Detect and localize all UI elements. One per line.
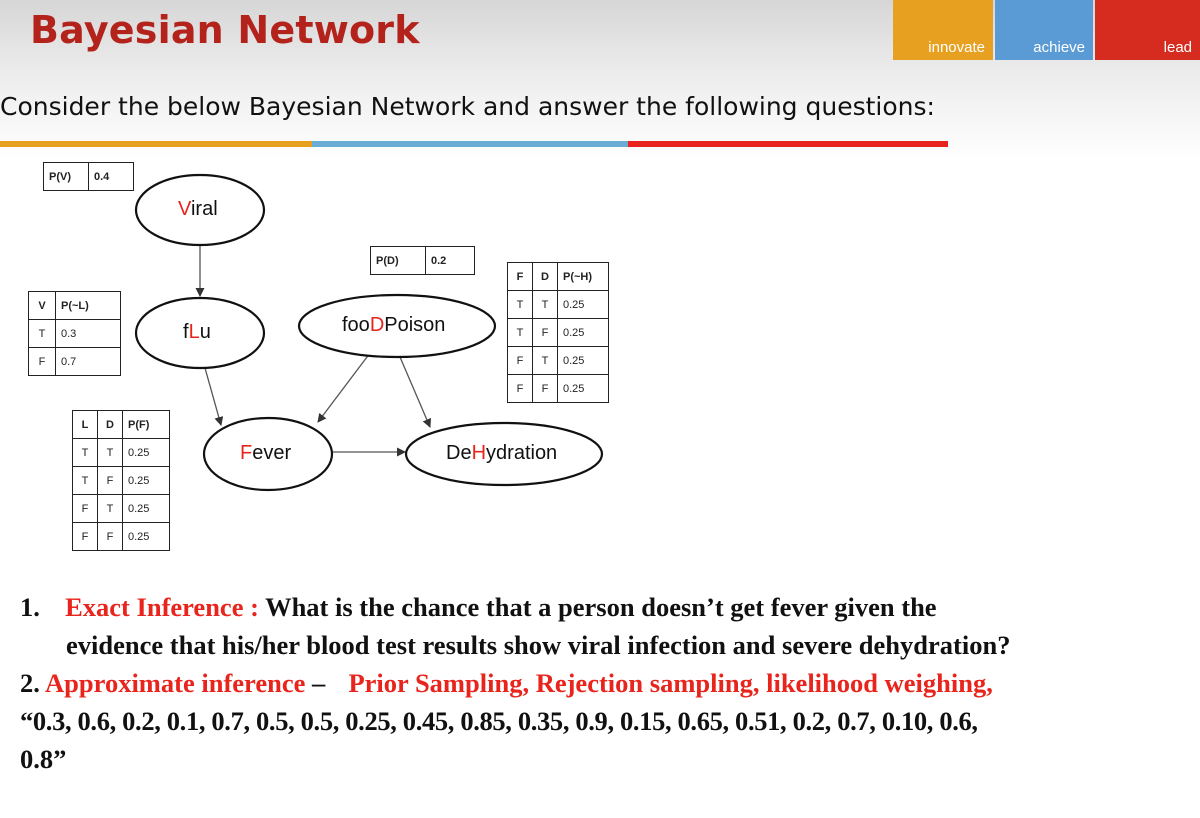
table-row: T T 0.25	[508, 291, 609, 319]
slide-title: Bayesian Network	[30, 8, 420, 52]
edge-food-fever	[318, 353, 370, 422]
cpt-fever	[72, 410, 170, 551]
question-2-label-2: Prior Sampling, Rejection sampling, likelihood weighing,	[348, 668, 993, 698]
table-row: T 0.3	[29, 320, 121, 348]
cpt-viral	[43, 162, 134, 191]
node-fever-label: Fever	[240, 442, 292, 464]
cpt-foodpoison	[370, 246, 475, 275]
edge-flu-fever	[205, 368, 221, 425]
brand-achieve-label: achieve	[1033, 39, 1085, 56]
slide-subtitle: Consider the below Bayesian Network and answer the following questions:	[0, 92, 935, 121]
table-row: V P(~L)	[29, 292, 121, 320]
question-1-line-2: evidence that his/her blood test results show viral infection and severe dehydration?	[66, 630, 1011, 660]
table-row: T F 0.25	[508, 319, 609, 347]
table-row: T T 0.25	[73, 439, 170, 467]
cpt-foodpoison-label: P(D)	[371, 247, 426, 275]
cpt-viral-label: P(V)	[44, 163, 89, 191]
question-1-text-1: What is the chance that a person doesn’t get fever given the	[265, 592, 937, 622]
table-row: T F 0.25	[73, 467, 170, 495]
question-1-label: Exact Inference :	[65, 592, 259, 622]
question-2-label-1: Approximate inference	[45, 668, 306, 698]
question-1-number: 1.	[20, 592, 40, 622]
question-1-line-1	[20, 588, 937, 626]
question-2-line-1	[20, 664, 993, 702]
question-2-line-2: “0.3, 0.6, 0.2, 0.1, 0.7, 0.5, 0.5, 0.25, 0.45, 0.85, 0.35, 0.9, 0.15, 0.65, 0.51, 0.2, 0.7, 0.10, 0.6,	[20, 706, 978, 736]
cpt-flu	[28, 291, 121, 376]
table-row: F 0.7	[29, 348, 121, 376]
question-2-line-3: 0.8”	[20, 744, 67, 774]
cpt-viral-value: 0.4	[89, 163, 134, 191]
edge-food-dehydration	[400, 357, 430, 427]
node-flu-label: fLu	[183, 321, 211, 343]
node-foodpoison-label: fooDPoison	[342, 314, 446, 336]
node-dehydration-label: DeHydration	[446, 442, 558, 464]
table-row: F T 0.25	[73, 495, 170, 523]
brand-innovate-label: innovate	[928, 39, 985, 56]
cpt-foodpoison-value: 0.2	[426, 247, 475, 275]
brand-lead-label: lead	[1163, 39, 1192, 56]
table-row: F F 0.25	[508, 375, 609, 403]
cpt-dehydration	[507, 262, 609, 403]
node-viral-label: Viral	[178, 198, 218, 220]
table-row: F T 0.25	[508, 347, 609, 375]
table-row: F D P(~H)	[508, 263, 609, 291]
question-2-dash: –	[311, 668, 326, 698]
question-2-number: 2.	[20, 668, 40, 698]
table-row: L D P(F)	[73, 411, 170, 439]
table-row: F F 0.25	[73, 523, 170, 551]
